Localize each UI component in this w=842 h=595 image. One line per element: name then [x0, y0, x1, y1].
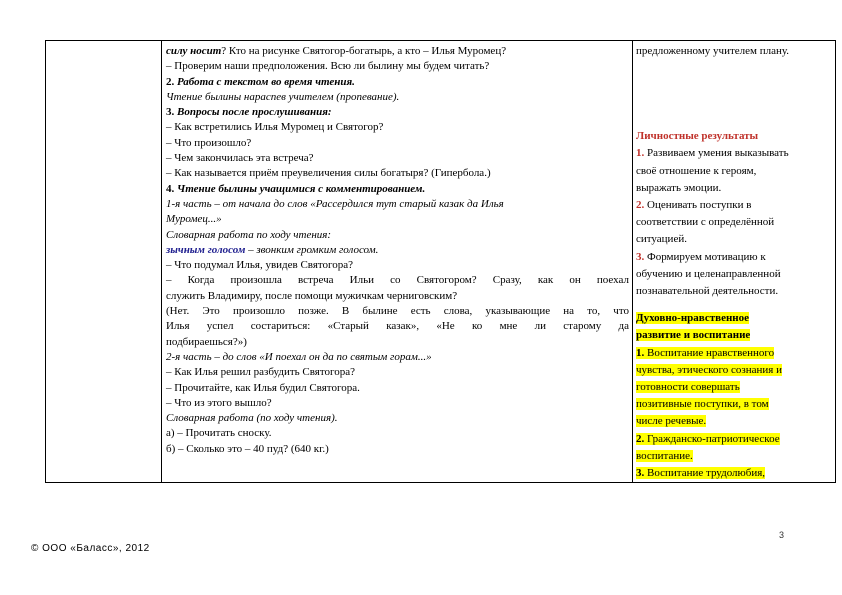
- step-title: Работа с текстом во время чтения.: [174, 75, 355, 88]
- step-heading: [166, 105, 629, 120]
- heading-text: Духовно-нравственное: [636, 312, 750, 325]
- item-number: 2.: [636, 432, 645, 445]
- answer-line: подбираешься?»): [166, 335, 247, 348]
- item-text: Воспитание нравственного: [644, 346, 775, 359]
- spacer: [636, 60, 833, 128]
- question-line: служить Владимиру, после помощи мужичкам черниговским?: [166, 289, 458, 302]
- highlighted-line: [636, 448, 833, 465]
- page-number: 3: [779, 530, 785, 540]
- table-row: [46, 41, 836, 483]
- text-line: [166, 44, 629, 59]
- item-text: числе речевые.: [636, 415, 707, 428]
- item-text: воспитание.: [636, 449, 693, 462]
- item-number: 2.: [636, 199, 645, 212]
- result-line: выражать эмоции.: [636, 181, 722, 194]
- question-line: – Как встретились Илья Муромец и Святогор?: [166, 121, 384, 134]
- item-text: Развиваем умения выказывать: [644, 147, 789, 160]
- results-column-cell: [633, 41, 836, 483]
- highlighted-line: [636, 431, 833, 448]
- result-line: соответствии с определённой: [636, 216, 775, 229]
- highlighted-line: [636, 362, 833, 379]
- spiritual-heading: [636, 327, 833, 344]
- step-number: 4.: [166, 182, 175, 195]
- result-line: ситуацией.: [636, 233, 687, 246]
- heading-text: развитие и воспитание: [636, 329, 751, 342]
- step-number: 2.: [166, 75, 175, 88]
- item-text: чувства, этического сознания и: [636, 363, 783, 376]
- result-line: познавательной деятельности.: [636, 285, 779, 298]
- highlighted-line: [636, 345, 833, 362]
- task-line: б) – Сколько это – 40 пуд? (640 кг.): [166, 442, 329, 455]
- result-line: [636, 249, 833, 266]
- item-number: 3.: [636, 467, 645, 480]
- part-heading: 2-я часть – до слов «И поехал он да по святым горам...»: [166, 350, 432, 363]
- highlighted-line: [636, 396, 833, 413]
- vocabulary-definition: – звонким громким голосом.: [245, 243, 379, 256]
- task-line: а) – Прочитать сноску.: [166, 427, 272, 440]
- question-line: – Что из этого вышло?: [166, 396, 272, 409]
- text-line: Чтение былины нараспев учителем (пропевание).: [166, 90, 400, 103]
- question-line: – Как называется приём преувеличения силы богатыря? (Гипербола.): [166, 167, 491, 180]
- activity-column-cell: [162, 41, 633, 483]
- highlighted-line: [636, 413, 833, 430]
- lesson-plan-table: [45, 40, 836, 483]
- item-text: позитивные поступки, в том: [636, 398, 769, 411]
- item-text: Гражданско-патриотическое: [644, 432, 780, 445]
- question-line: – Что произошло?: [166, 136, 252, 149]
- result-line: своё отношение к героям,: [636, 164, 757, 177]
- question-line: – Чем закончилась эта встреча?: [166, 152, 314, 165]
- question-line: – Когда произошла встреча Ильи со Святогором? Сразу, как он поехал: [166, 274, 629, 287]
- text-line: предложенному учителем плану.: [636, 45, 790, 57]
- step-title: Чтение былины учащимися с комментированием.: [174, 182, 426, 195]
- question-line: – Что подумал Илья, увидев Святогора?: [166, 259, 354, 272]
- item-text: Формируем мотивацию к: [644, 250, 766, 263]
- part-heading: 1-я часть – от начала до слов «Рассердился тут старый казак да Илья: [166, 197, 504, 210]
- step-number: 3.: [166, 106, 175, 119]
- item-number: 1.: [636, 346, 645, 359]
- item-number: 1.: [636, 147, 645, 160]
- line-text: ? Кто на рисунке Святогор-богатырь, а кто – Илья Муромец?: [221, 45, 507, 57]
- text-line: – Проверим наши предположения. Всю ли былину мы будем читать?: [166, 60, 490, 73]
- spacer: [636, 300, 833, 310]
- step-title: Вопросы после прослушивания:: [174, 106, 332, 119]
- spiritual-heading: [636, 310, 833, 327]
- result-line: [636, 197, 833, 214]
- vocabulary-heading: Словарная работа (по ходу чтения).: [166, 412, 338, 425]
- part-heading: Муромец...»: [166, 213, 222, 226]
- vocabulary-word: зычным голосом: [166, 243, 246, 256]
- answer-line: Илья успел состариться: «Старый казак», «Не ко мне ли старому да: [166, 320, 629, 333]
- vocabulary-heading: Словарная работа по ходу чтения:: [166, 228, 332, 241]
- personal-results-heading: Личностные результаты: [636, 130, 759, 143]
- highlighted-line: [636, 465, 833, 482]
- question-line: – Как Илья решил разбудить Святогора?: [166, 366, 356, 379]
- highlighted-line: [636, 379, 833, 396]
- item-text: Оценивать поступки в: [644, 199, 752, 212]
- question-line: – Прочитайте, как Илья будил Святогора.: [166, 381, 360, 394]
- answer-line: (Нет. Это произошло позже. В былине есть слова, указывающие на то, что: [166, 305, 629, 318]
- stage-column-cell: [46, 41, 162, 483]
- step-heading: [166, 75, 629, 90]
- item-number: 3.: [636, 250, 645, 263]
- result-line: [636, 145, 833, 162]
- item-text: готовности совершать: [636, 381, 740, 394]
- vocabulary-line: [166, 243, 629, 258]
- result-line: обучению и целенаправленной: [636, 267, 781, 280]
- copyright-footer: © ООО «Баласс», 2012: [31, 543, 150, 554]
- step-heading: [166, 182, 629, 197]
- item-text: Воспитание трудолюбия,: [644, 467, 766, 480]
- italic-phrase: силу носит: [166, 45, 222, 57]
